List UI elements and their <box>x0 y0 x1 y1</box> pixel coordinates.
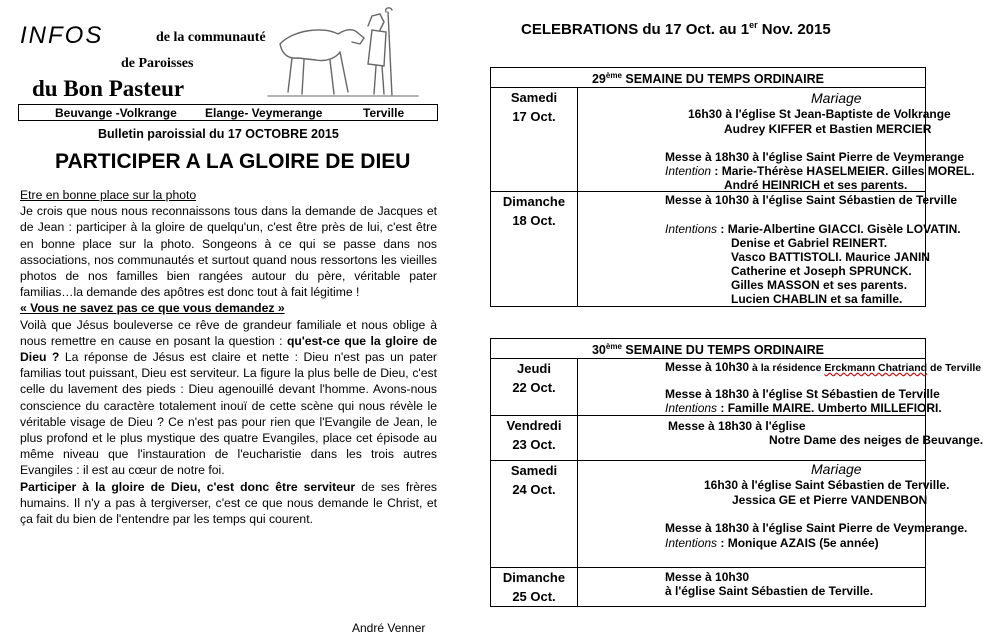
paragraph-2 <box>20 317 437 479</box>
paragraph-3-bold: Participer à la gloire de Dieu, c'est donc être serviteur <box>20 479 356 494</box>
villages-bar <box>18 104 438 121</box>
bulletin-date: Bulletin paroissial du 17 OCTOBRE 2015 <box>98 127 339 141</box>
week-29-table <box>490 67 975 307</box>
day-samedi-24: Samedi 24 Oct. <box>491 461 578 568</box>
jeudi-22-details: Messe à 10h30 à la résidence Erckmann Chatriand de Terville Messe à 18h30 à l'église St Sébastien de Terville Intentions : Famille MAIRE. Umberto MILLEFIORI. <box>578 359 926 416</box>
paragraph-3-rest: de ses frères humains. Il n'y a pas à tergiverser, c'est ce que nous demande le Christ, et ça fait du bien de l'entendre par les temps qui courent. <box>20 479 437 527</box>
day-jeudi-22: Jeudi 22 Oct. <box>491 359 578 416</box>
community-line-1: de la communauté <box>156 30 266 45</box>
article-title: PARTICIPER A LA GLOIRE DE DIEU <box>55 150 411 173</box>
signature: André Venner <box>352 621 426 635</box>
village-beuvange: Beuvange -Volkrange <box>55 106 177 120</box>
dimanche-25-details: Messe à 10h30 à l'église Saint Sébastien de Terville. <box>578 568 926 607</box>
samedi-24-details: Mariage 16h30 à l'église Saint Sébastien de Terville. Jessica GE et Pierre VANDENBON Messe à 18h30 à l'église Saint Pierre de Veymerange. Intentions : Monique AZAIS (5e année) <box>578 461 926 568</box>
article-body <box>20 187 437 527</box>
village-terville: Terville <box>363 106 405 120</box>
day-samedi-17: Samedi 17 Oct. <box>491 88 578 192</box>
celebrations-title: CELEBRATIONS du 17 Oct. au 1er Nov. 2015 <box>521 20 831 38</box>
infos-title: INFOS <box>20 22 104 49</box>
dimanche-18-details: Messe à 10h30 à l'église Saint Sébastien de Terville Intentions : Marie-Albertine GIACCI. Gisèle LOVATIN. Denise et Gabriel REINERT. Vasco BATTISTOLI. Maurice JANIN Catherine et Joseph SPRUNCK. Gilles MASSON et ses parents. Lucien CHABLIN et sa famille. <box>578 192 926 307</box>
week-30-header: 30ème SEMAINE DU TEMPS ORDINAIRE <box>491 339 926 359</box>
paragraph-2-question: qu'est-ce que la gloire de Dieu ? <box>20 333 437 365</box>
day-dimanche-18: Dimanche 18 Oct. <box>491 192 578 307</box>
shepherd-sheep-drawing <box>268 6 418 101</box>
paragraph-3 <box>20 479 437 528</box>
samedi-17-details: Mariage 16h30 à l'église St Jean-Baptiste de Volkrange Audrey KIFFER et Bastien MERCIER Messe à 18h30 à l'église Saint Pierre de Veymerange Intention : Marie-Thérèse HASELMEIER. Gilles MOREL. André HEINRICH et ses parents. <box>578 88 926 192</box>
community-line-2: de Paroisses <box>121 56 194 71</box>
paragraph-2-start: Voilà que Jésus bouleverse ce rêve de grandeur familiale et nous oblige à nous remettre en cause en posant la question : <box>20 317 437 348</box>
week-29-header: 29ème SEMAINE DU TEMPS ORDINAIRE <box>491 68 926 88</box>
vendredi-23-details: Messe à 18h30 à l'église Notre Dame des neiges de Beuvange. <box>578 416 926 461</box>
paragraph-1: Je crois que nous nous reconnaissons tous dans la demande de Jacques et de Jean : participer à la gloire de quelqu'un, c'est être près de lui, c'est être en bonne place sur la photo. Songeons à ce qui se passe dans nos associations, nos communautés et surtout quand nous ressortons les vieilles photos de nos familles bien rangées autour du père, véritable pater familias…la demande des apôtres est donc tout à fait légitime ! <box>20 204 437 300</box>
village-elange: Elange- Veymerange <box>205 106 323 120</box>
week-30-table <box>490 338 983 607</box>
day-dimanche-25: Dimanche 25 Oct. <box>491 568 578 607</box>
parish-name: du Bon Pasteur <box>32 76 185 101</box>
day-vendredi-23: Vendredi 23 Oct. <box>491 416 578 461</box>
paragraph-2-rest: La réponse de Jésus est claire et nette : Dieu n'est pas un pater familias tout puissant, Dieu est serviteur. La figure la plus belle de Dieu, c'est celle du lavement des pieds : Dieu agenouillé devant l'homme. Avons-nous conscience du caractère totalement inouï de cette scène qui nous révèle le véritable visage de Dieu ? Ce n'est pas pour rien que l'Evangile de Jean, le plus profond et le plus mystique des quatre Evangiles, place cet épisode au même niveau que l'instauration de l'eucharistie dans les trois autres Evangiles : il est au cœur de notre foi. <box>20 350 437 478</box>
section-heading-1: Etre en bonne place sur la photo <box>20 188 197 202</box>
section-heading-2: « Vous ne savez pas ce que vous demandez » <box>20 301 285 316</box>
